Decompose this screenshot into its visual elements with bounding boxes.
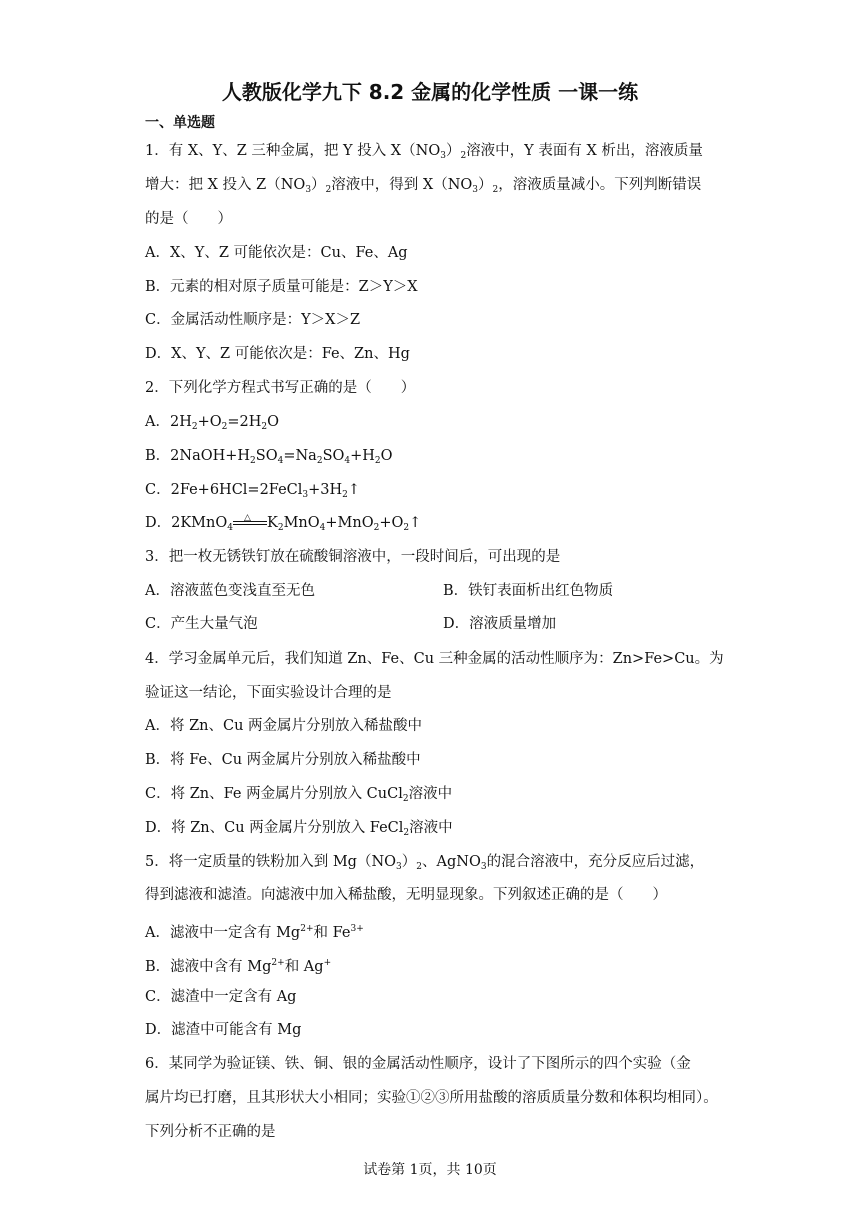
q5-option-b: B．滤液中含有 $Mg^{2+}$和 Ag+ xyxy=(145,958,332,975)
q1-option-d: D．X、Y、Z 可能依次是：Fe、Zn、Hg xyxy=(145,346,410,362)
q1-option-b: B．元素的相对原子质量可能是：Z＞Y＞X xyxy=(145,279,418,295)
q5-option-d: D．滤渣中可能含有 Mg xyxy=(145,1022,302,1038)
q4-option-b: B．将 Fe、Cu 两金属片分别放入稀盐酸中 xyxy=(145,752,421,768)
q1-stem-line2: 增大：把 X 投入 $Z(NO_3)_2$溶液中，得到 $X(NO_3)_2$，溶液质量减小。下列判断错误 xyxy=(145,177,702,195)
q3-stem: 3．把一枚无锈铁钉放在硫酸铜溶液中，一段时间后，可出现的是 xyxy=(145,549,561,565)
q4-option-d: D．将 Zn、Cu 两金属片分别放入 FeCl$_2$溶液中 xyxy=(145,820,453,838)
q1-option-c: C．金属活动性顺序是：Y＞X＞Z xyxy=(145,312,361,328)
q2-stem: 2．下列化学方程式书写正确的是（ ） xyxy=(145,380,416,396)
page-title: 人教版化学九下 8.2 金属的化学性质 一课一练 xyxy=(221,80,639,104)
q3-option-b: B．铁钉表面析出红色物质 xyxy=(443,583,614,599)
q6-stem-line1: 6．某同学为验证镁、铁、铜、银的金属活动性顺序，设计了下图所示的四个实验（金 xyxy=(145,1056,691,1072)
q6-stem-line2: 属片均已打磨，且其形状大小相同；实验①②③所用盐酸的溶质质量分数和体积均相同）。 xyxy=(145,1090,718,1106)
q1-stem-line1: 1．有 X、Y、Z 三种金属，把 Y 投入 $X(NO_3)_2$溶液中，Y 表面有 X 析出，溶液质量 xyxy=(145,143,703,161)
q6-stem-line3: 下列分析不正确的是 xyxy=(145,1124,276,1140)
section-heading: 一、单选题 xyxy=(145,115,215,131)
q4-stem-line2: 验证这一结论，下面实验设计合理的是 xyxy=(145,685,392,701)
page-footer: 试卷第 1页，共 10页 xyxy=(363,1162,497,1178)
q3-option-a: A．溶液蓝色变浅直至无色 xyxy=(145,583,315,599)
q5-option-c: C．滤渣中一定含有 Ag xyxy=(145,989,297,1005)
q2-option-a: A．$2H_2+O_2=2H_2O$ xyxy=(145,414,280,432)
q3-option-d: D．溶液质量增加 xyxy=(443,616,557,632)
q3-option-c: C．产生大量气泡 xyxy=(145,616,258,632)
q2-option-c: C．$2Fe+6HCl=2FeCl_3+3H_2↑$ xyxy=(145,482,361,500)
q4-stem-line1: 4．学习金属单元后，我们知道 Zn、Fe、Cu 三种金属的活动性顺序为：Zn>Fe>Cu。为 xyxy=(145,651,724,667)
q4-option-c: C．将 Zn、Fe 两金属片分别放入 CuCl$_2$溶液中 xyxy=(145,786,453,804)
q5-stem-line1: 5．将一定质量的铁粉加入到 $Mg(NO_3)_2$、AgNO$_3$的混合溶液中，充分反应后过滤， xyxy=(145,854,705,872)
q1-option-a: A．X、Y、Z 可能依次是：Cu、Fe、Ag xyxy=(145,245,408,261)
q4-option-a: A．将 Zn、Cu 两金属片分别放入稀盐酸中 xyxy=(145,718,423,734)
q2-option-b: B．$2NaOH+H_2SO_4=Na_2SO_4+H_2O$ xyxy=(145,448,393,466)
q5-option-a: A．滤液中一定含有 $Mg^{2+}$和 $Fe^{3+}$ xyxy=(145,924,364,941)
q5-stem-line2: 得到滤液和滤渣。向滤液中加入稀盐酸，无明显现象。下列叙述正确的是（ ） xyxy=(145,887,667,903)
q1-stem-line3: 的是（ ） xyxy=(145,211,232,227)
heating-condition-sign: △ xyxy=(233,518,267,528)
q2-option-d: D．2KMnO$_4$ △ $K_2MnO_4+MnO_2+O_2↑$ xyxy=(145,513,422,533)
